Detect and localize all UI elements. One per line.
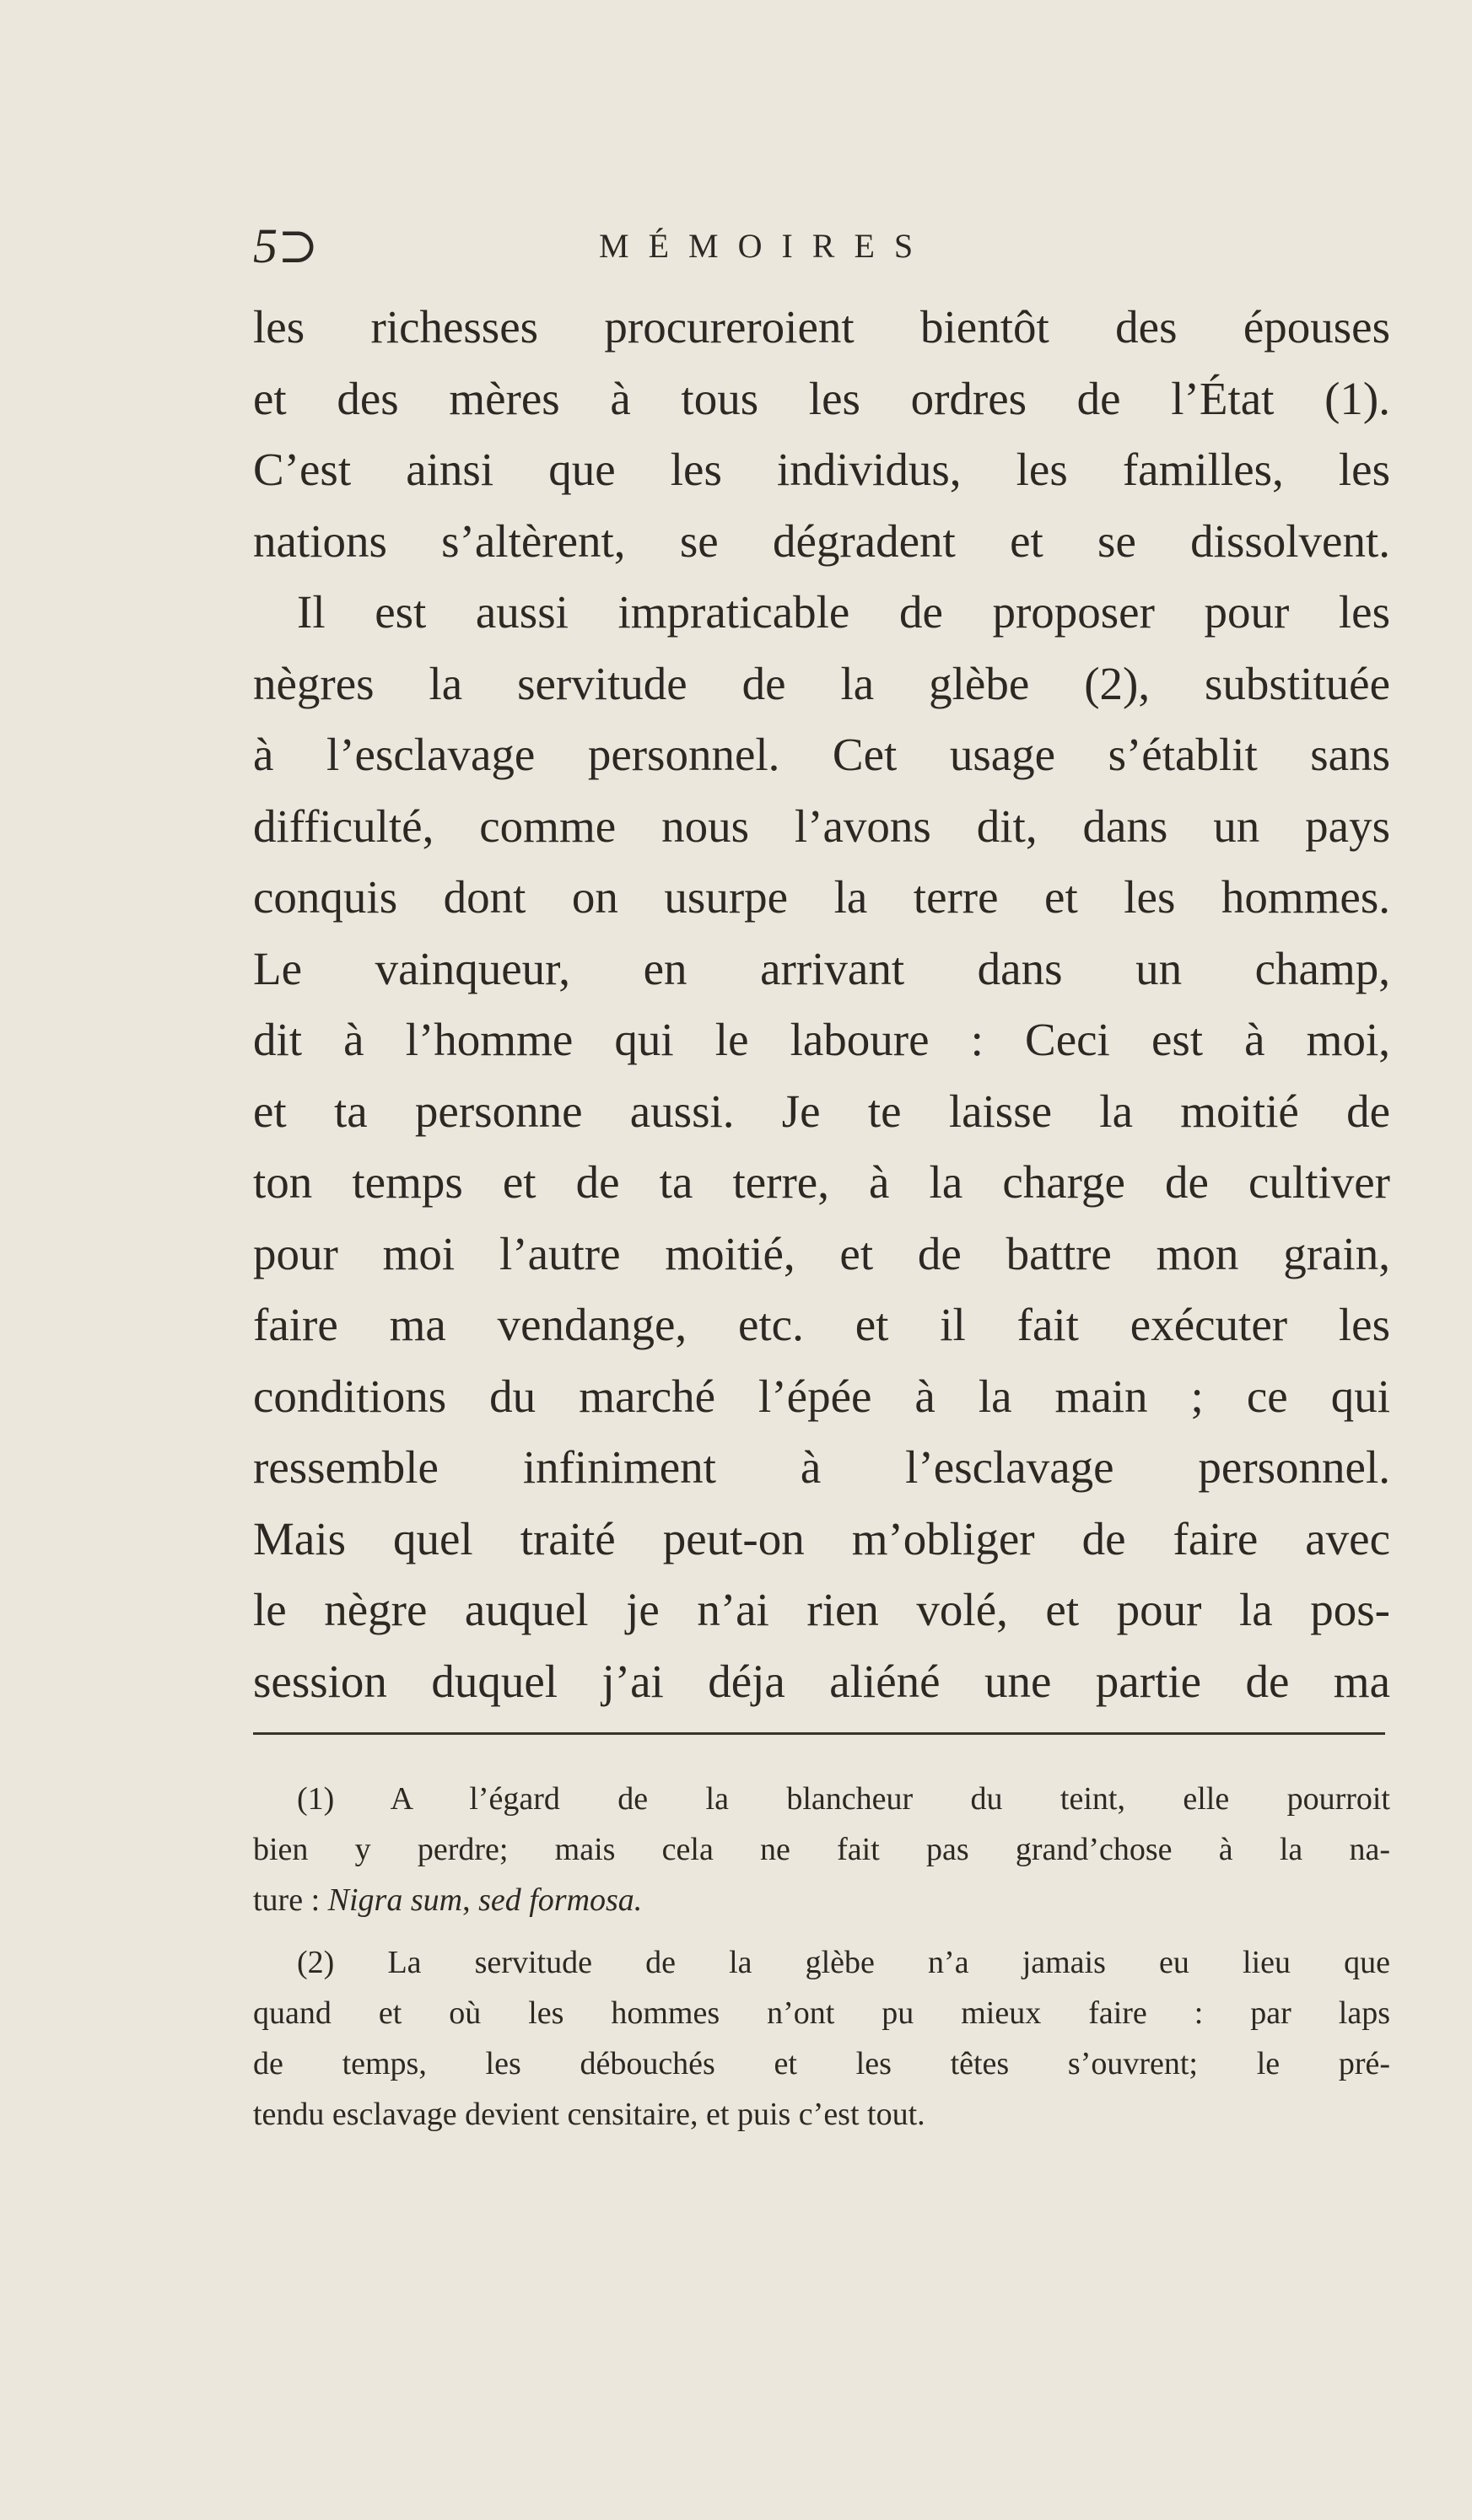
body-line: Mais quel traité peut-on m’obliger de faire avec (253, 1512, 1390, 1564)
body-line: et des mères à tous les ordres de l’État (1). (253, 372, 1390, 424)
body-line: le nègre auquel je n’ai rien volé, et pour la pos- (253, 1584, 1390, 1635)
body-line: C’est ainsi que les individus, les familles, les (253, 444, 1390, 495)
body-line: et ta personne aussi. Je te laisse la moitié de (253, 1085, 1390, 1137)
body-line: ton temps et de ta terre, à la charge de cultiver (253, 1156, 1390, 1208)
body-line: session duquel j’ai déja aliéné une partie de ma (253, 1655, 1390, 1707)
page-header (253, 213, 1383, 280)
footnote-1-text: ture : (253, 1882, 328, 1918)
footnote-2-line: de temps, les débouchés et les têtes s’ouvrent; le pré- (253, 2046, 1390, 2081)
page-number: 5⊃ (253, 218, 319, 273)
footnote-1-line: bien y perdre; mais cela ne fait pas grand’chose à la na- (253, 1832, 1390, 1867)
body-line: à l’esclavage personnel. Cet usage s’établit sans (253, 729, 1390, 780)
body-line: ressemble infiniment à l’esclavage personnel. (253, 1441, 1390, 1493)
body-line: dit à l’homme qui le laboure : Ceci est à moi, (253, 1014, 1390, 1065)
footnote-2-line: quand et où les hommes n’ont pu mieux faire : par laps (253, 1995, 1390, 2031)
footnote-2-line: tendu esclavage devient censitaire, et puis c’est tout. (253, 2097, 925, 2132)
body-line: Il est aussi impraticable de proposer pour les (297, 586, 1390, 638)
body-text (253, 292, 1390, 1717)
body-line: conditions du marché l’épée à la main ; ce qui (253, 1370, 1390, 1422)
body-line: nègres la servitude de la glèbe (2), substituée (253, 657, 1390, 709)
footnote-1-line (253, 1875, 1390, 1925)
body-line: pour moi l’autre moitié, et de battre mon grain, (253, 1227, 1390, 1279)
footnote-rule (253, 1732, 1385, 1735)
body-line: conquis dont on usurpe la terre et les hommes. (253, 871, 1390, 923)
body-line: difficulté, comme nous l’avons dit, dans un pays (253, 800, 1390, 852)
body-line: nations s’altèrent, se dégradent et se dissolvent. (253, 514, 1390, 567)
footnote-2-line: (2) La servitude de la glèbe n’a jamais eu lieu que (297, 1945, 1390, 1980)
footnote-1-line: (1) A l’égard de la blancheur du teint, elle pourroit (297, 1781, 1390, 1817)
latin-quote: Nigra sum (327, 1882, 463, 1918)
footnote-1-text: , (462, 1882, 479, 1918)
running-head: MÉMOIRES (599, 227, 933, 265)
body-line: les richesses procureroient bientôt des épouses (253, 301, 1390, 353)
latin-quote: sed formosa. (478, 1882, 643, 1918)
footnotes (253, 1774, 1390, 2140)
body-line: Le vainqueur, en arrivant dans un champ, (253, 942, 1390, 994)
body-line: faire ma vendange, etc. et il fait exécuter les (253, 1299, 1390, 1350)
